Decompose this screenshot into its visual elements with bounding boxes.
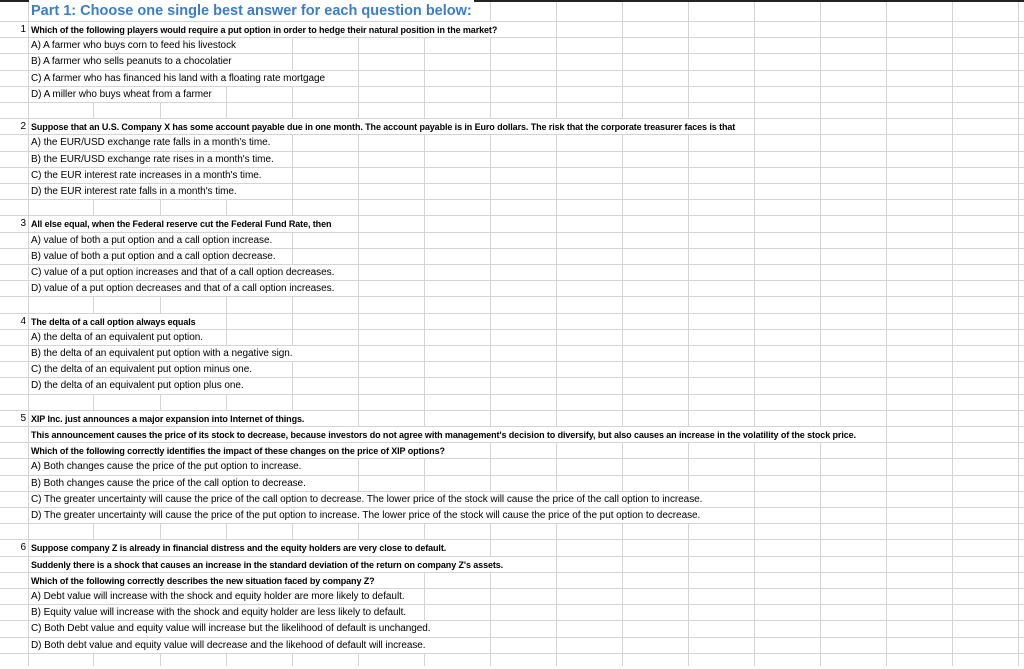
answer-row[interactable] (0, 330, 1024, 346)
question-row[interactable] (0, 216, 1024, 232)
answer-row[interactable] (0, 605, 1024, 621)
answer-row[interactable] (0, 249, 1024, 265)
answer-row[interactable] (0, 427, 1024, 443)
answer-row[interactable] (0, 362, 1024, 378)
answer-row[interactable] (0, 54, 1024, 70)
answer-row[interactable] (0, 443, 1024, 459)
question-row[interactable] (0, 314, 1024, 330)
answer-row[interactable] (0, 168, 1024, 184)
blank-row[interactable] (0, 200, 1024, 216)
answer-option-cell[interactable]: A) A farmer who buys corn to feed his livestock (31, 40, 236, 52)
answer-option-cell[interactable]: D) value of a put option decreases and that of a call option increases. (31, 283, 335, 295)
answer-option-cell[interactable]: C) the EUR interest rate increases in a month's time. (31, 169, 262, 181)
answer-option-cell[interactable]: B) Equity value will increase with the shock and equity holder are less likely to default. (31, 607, 407, 619)
part-title[interactable]: Part 1: Choose one single best answer for each question below: (31, 3, 472, 19)
answer-option-cell[interactable]: C) The greater uncertainty will cause the price of the call option to decrease. The lower price of the stock will cause the price of the call option to increase. (31, 493, 703, 505)
question-row[interactable] (0, 411, 1024, 427)
answer-option-cell[interactable]: D) the EUR interest rate falls in a month's time. (31, 186, 237, 197)
answer-option-cell[interactable]: C) value of a put option increases and that of a call option decreases. (31, 267, 335, 278)
answer-row[interactable] (0, 71, 1024, 87)
answer-row[interactable] (0, 135, 1024, 151)
question-text-cell[interactable]: This announcement causes the price of its stock to decrease, because investors do not agree with management's decision to diversify, but also causes an increase in the volatility of the stock price. (31, 430, 856, 440)
answer-option-cell[interactable]: B) the delta of an equivalent put option with a negative sign. (31, 348, 293, 359)
answer-option-cell[interactable]: B) the EUR/USD exchange rate rises in a month's time. (31, 153, 274, 165)
question-text-cell[interactable]: The delta of a call option always equals (31, 316, 196, 327)
question-text-cell[interactable]: Which of the following players would require a put option in order to hedge their natural position in the market? (31, 25, 498, 35)
question-row[interactable] (0, 119, 1024, 135)
blank-row[interactable] (0, 524, 1024, 540)
answer-option-cell[interactable]: C) the delta of an equivalent put option minus one. (31, 364, 252, 376)
answer-row[interactable] (0, 573, 1024, 589)
blank-row[interactable] (0, 297, 1024, 313)
answer-option-cell[interactable]: D) A miller who buys wheat from a farmer (31, 88, 212, 100)
answer-option-cell[interactable]: D) the delta of an equivalent put option plus one. (31, 380, 244, 392)
question-number: 3 (20, 218, 26, 230)
answer-row[interactable] (0, 589, 1024, 605)
question-text-cell[interactable]: Which of the following correctly describes the new situation faced by company Z? (31, 575, 375, 586)
answer-option-cell[interactable]: C) A farmer who has financed his land with a floating rate mortgage (31, 72, 326, 84)
answer-option-cell[interactable]: B) A farmer who sells peanuts to a chocolatier (31, 56, 232, 68)
answer-row[interactable] (0, 184, 1024, 200)
question-row[interactable] (0, 22, 1024, 38)
answer-option-cell[interactable]: B) Both changes cause the price of the call option to decrease. (31, 477, 306, 489)
question-text-cell[interactable]: Suddenly there is a shock that causes an increase in the standard deviation of the return on company Z's assets. (31, 559, 504, 570)
answer-row[interactable] (0, 265, 1024, 281)
question-text-cell[interactable]: All else equal, when the Federal reserve cut the Federal Fund Rate, then (31, 219, 332, 230)
answer-option-cell[interactable]: D) The greater uncertainty will cause the price of the put option to increase. The lower price of the stock will cause the price of the put option to decrease. (31, 510, 701, 521)
answer-option-cell[interactable]: C) Both Debt value and equity value will increase but the likelihood of default is unchanged. (31, 623, 431, 635)
question-row[interactable] (0, 540, 1024, 556)
question-number: 6 (20, 542, 26, 554)
answer-row[interactable] (0, 281, 1024, 297)
answer-row[interactable] (0, 38, 1024, 54)
blank-row[interactable] (0, 395, 1024, 411)
answer-row[interactable] (0, 508, 1024, 524)
question-text-cell[interactable]: Suppose company Z is already in financial distress and the equity holders are very close to default. (31, 543, 447, 554)
answer-row[interactable] (0, 378, 1024, 394)
answer-row[interactable] (0, 476, 1024, 492)
answer-row[interactable] (0, 557, 1024, 573)
question-number: 5 (20, 412, 26, 424)
title-row[interactable] (0, 0, 1024, 22)
answer-row[interactable] (0, 459, 1024, 475)
answer-option-cell[interactable]: A) value of both a put option and a call option increase. (31, 234, 273, 246)
answer-option-cell[interactable]: D) Both debt value and equity value will decrease and the likehood of default will increase. (31, 639, 426, 651)
answer-row[interactable] (0, 152, 1024, 168)
answer-row[interactable] (0, 621, 1024, 637)
blank-row[interactable] (0, 654, 1024, 670)
question-text-cell[interactable]: Suppose that an U.S. Company X has some account payable due in one month. The account payable is in Euro dollars. The risk that the corporate treasurer faces is that (31, 122, 736, 133)
answer-row[interactable] (0, 638, 1024, 654)
answer-option-cell[interactable]: A) Both changes cause the price of the put option to increase. (31, 461, 302, 473)
answer-row[interactable] (0, 233, 1024, 249)
question-number: 1 (20, 24, 26, 35)
blank-row[interactable] (0, 103, 1024, 119)
answer-option-cell[interactable]: B) value of both a put option and a call option decrease. (31, 250, 276, 262)
question-text-cell[interactable]: Which of the following correctly identifies the impact of these changes on the price of XIP options? (31, 446, 445, 457)
answer-option-cell[interactable]: A) Debt value will increase with the shock and equity holder are more likely to default. (31, 591, 405, 602)
answer-row[interactable] (0, 87, 1024, 103)
question-text-cell[interactable]: XIP Inc. just announces a major expansion into Internet of things. (31, 413, 305, 424)
answer-option-cell[interactable]: A) the EUR/USD exchange rate falls in a month's time. (31, 137, 271, 149)
question-number: 2 (20, 121, 26, 133)
answer-option-cell[interactable]: A) the delta of an equivalent put option. (31, 331, 203, 343)
question-number: 4 (20, 315, 26, 327)
answer-row[interactable] (0, 492, 1024, 508)
answer-row[interactable] (0, 346, 1024, 362)
